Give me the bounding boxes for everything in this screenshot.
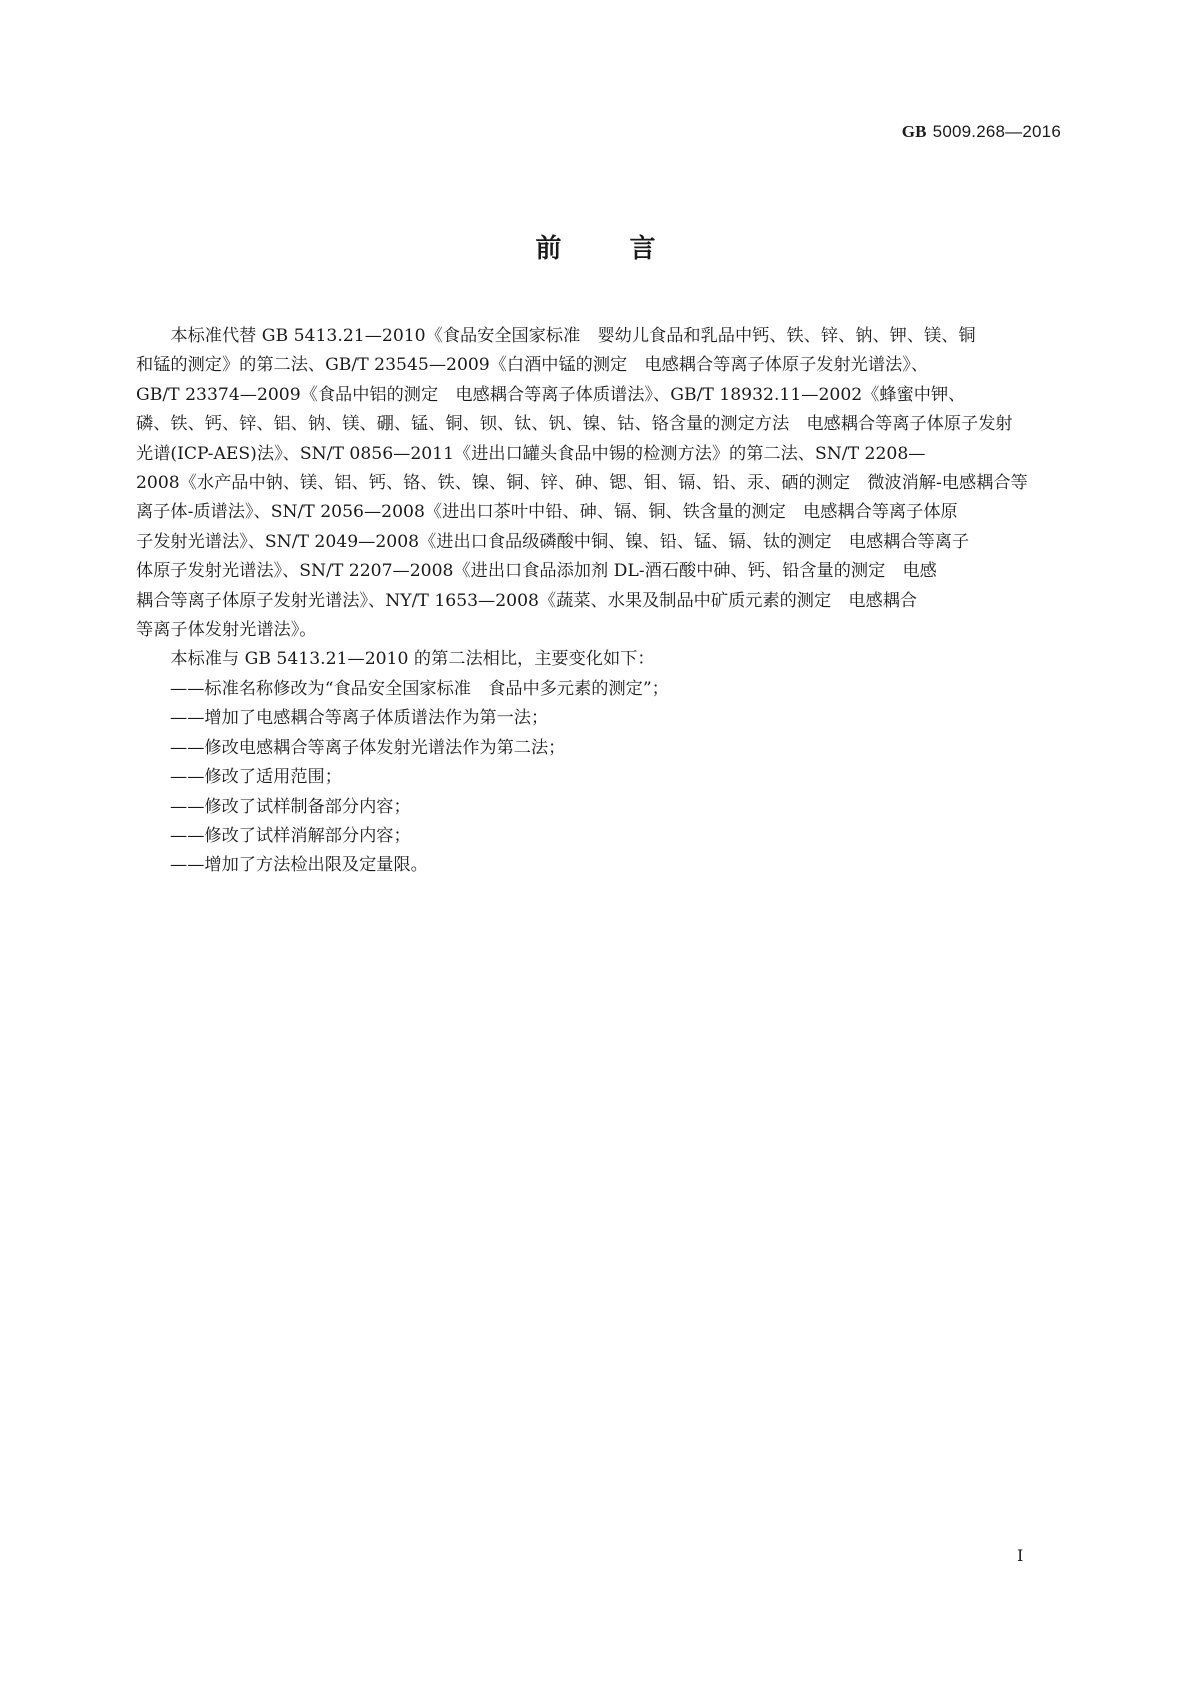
paragraph-line: 2008《水产品中钠、镁、铝、钙、铬、铁、镍、铜、锌、砷、锶、钼、镉、铅、汞、硒的测定 微波消解-电感耦合等 — [136, 473, 1028, 494]
changes-intro-paragraph: 本标准与 GB 5413.21—2010 的第二法相比，主要变化如下： — [170, 649, 655, 670]
replacement-paragraph — [136, 322, 1056, 645]
paragraph-line: 和锰的测定》的第二法、GB/T 23545—2009《白酒中锰的测定 电感耦合等离子体原子发射光谱法》、 — [136, 355, 929, 376]
change-item: ——修改了试样消解部分内容； — [170, 825, 411, 846]
paragraph-line: 光谱(ICP-AES)法》、SN/T 0856—2011《进出口罐头食品中锡的检测方法》的第二法、SN/T 2208— — [136, 443, 926, 464]
paragraph-line: 等离子体发射光谱法》。 — [136, 620, 317, 641]
standard-number — [902, 122, 1061, 142]
paragraph-line: GB/T 23374—2009《食品中铝的测定 电感耦合等离子体质谱法》、GB/T 18932.11—2002《蜂蜜中钾、 — [136, 384, 966, 405]
change-item: ——修改电感耦合等离子体发射光谱法作为第二法； — [170, 737, 566, 758]
standard-code: 5009.268—2016 — [932, 122, 1061, 141]
change-item: ——修改了试样制备部分内容； — [170, 796, 411, 817]
paragraph-line: 离子体-质谱法》、SN/T 2056—2008《进出口茶叶中铅、砷、镉、铜、铁含量的测定 电感耦合等离子体原 — [136, 502, 958, 523]
paragraph-line: 耦合等离子体原子发射光谱法》、NY/T 1653—2008《蔬菜、水果及制品中矿质元素的测定 电感耦合 — [136, 590, 918, 611]
changes-list — [136, 675, 1056, 881]
paragraph-line: 磷、铁、钙、锌、铝、钠、镁、硼、锰、铜、钡、钛、钒、镍、钴、铬含量的测定方法 电感耦合等离子体原子发射 — [136, 414, 1013, 435]
document-body — [136, 322, 1056, 881]
standard-prefix: GB — [901, 122, 927, 141]
page-number: I — [1017, 1546, 1024, 1565]
change-item: ——修改了适用范围； — [170, 767, 342, 788]
title-char-2: 言 — [629, 234, 656, 264]
paragraph-line: 本标准代替 GB 5413.21—2010《食品安全国家标准 婴幼儿食品和乳品中钙、铁、锌、钠、钾、镁、铜 — [170, 326, 976, 346]
paragraph-line: 子发射光谱法》、SN/T 2049—2008《进出口食品级磷酸中铜、镍、铅、锰、镉、钛的测定 电感耦合等离子 — [136, 531, 970, 552]
page-title — [0, 228, 1191, 265]
change-item: ——标准名称修改为“食品安全国家标准 食品中多元素的测定”； — [170, 678, 669, 699]
paragraph-line: 体原子发射光谱法》、SN/T 2207—2008《进出口食品添加剂 DL-酒石酸中砷、钙、铅含量的测定 电感 — [136, 561, 937, 582]
title-char-1: 前 — [535, 234, 562, 264]
change-item: ——增加了方法检出限及定量限。 — [170, 855, 428, 876]
change-item: ——增加了电感耦合等离子体质谱法作为第一法； — [170, 708, 549, 729]
